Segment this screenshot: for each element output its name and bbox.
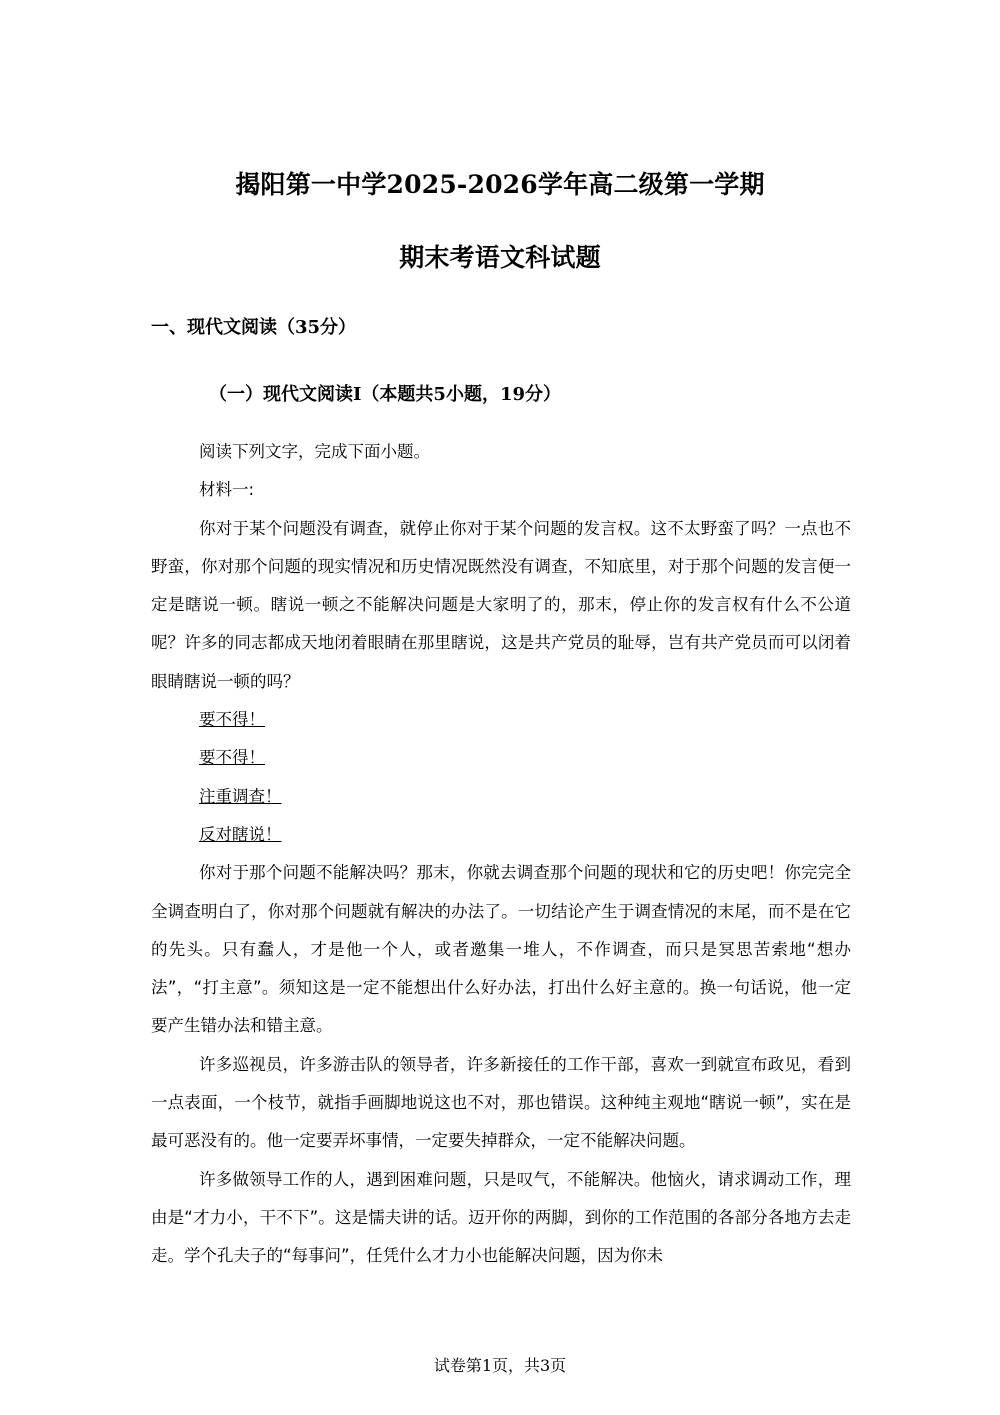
passage-paragraph: 你对于某个问题没有调查，就停止你对于某个问题的发言权。这不太野蛮了吗？一点也不野蛮，你对那个问题的现实情况和历史情况既然没有调查，不知底里，对于那个问题的发言便一定是瞎说一顿。瞎说一顿之不能解决问题是大家明了的，那末，停止你的发言权有什么不公道呢？许多的同志都成天地闭着眼睛在那里瞎说，这是共产党员的耻辱，岂有共产党员而可以闭着眼睛瞎说一顿的吗？: [151, 518, 851, 691]
instruction-text: 阅读下列文字，完成下面小题。: [199, 442, 430, 461]
passage-paragraph: 许多做领导工作的人，遇到困难问题，只是叹气，不能解决。他恼火，请求调动工作，理由是“才力小，干不下”。这是懦夫讲的话。迈开你的两脚，到你的工作范围的各部分各地方去走走。学个孔夫子的“每事问”，任凭什么才力小也能解决问题，因为你未: [151, 1169, 851, 1266]
exam-subtitle: 期末考语文科试题: [399, 243, 601, 272]
passage-paragraph: 许多巡视员，许多游击队的领导者，许多新接任的工作干部，喜欢一到就宣布政见，看到一点表面，一个枝节，就指手画脚地说这也不对，那也错误。这种纯主观地“瞎说一顿”，实在是最可恶没有的。他一定要弄坏事情，一定要失掉群众，一定不能解决问题。: [151, 1054, 851, 1151]
sub-section-heading: （一）现代文阅读Ⅰ（本题共5小题，19分）: [209, 384, 561, 405]
slogan-line: 要不得！: [199, 710, 265, 730]
slogan-line: 要不得！: [199, 748, 265, 768]
page-footer: 试卷第1页，共3页: [433, 1356, 567, 1375]
slogan-line: 注重调查！: [199, 786, 282, 806]
exam-title: 揭阳第一中学2025-2026学年高二级第一学期: [235, 170, 765, 199]
slogan-line: 反对瞎说！: [199, 824, 282, 844]
material-label: 材料一:: [199, 480, 255, 500]
passage-paragraph: 你对于那个问题不能解决吗？那末，你就去调查那个问题的现状和它的历史吧！你完完全全调查明白了，你对那个问题就有解决的办法了。一切结论产生于调查情况的末尾，而不是在它的先头。只有蠢人，才是他一个人，或者邀集一堆人，不作调查，而只是冥思苦索地“想办法”，“打主意”。须知这是一定不能想出什么好办法，打出什么好主意的。换一句话说，他一定要产生错办法和错主意。: [151, 863, 851, 1036]
reading-passage: [151, 433, 851, 1276]
section-heading: 一、现代文阅读（35分）: [151, 317, 357, 338]
